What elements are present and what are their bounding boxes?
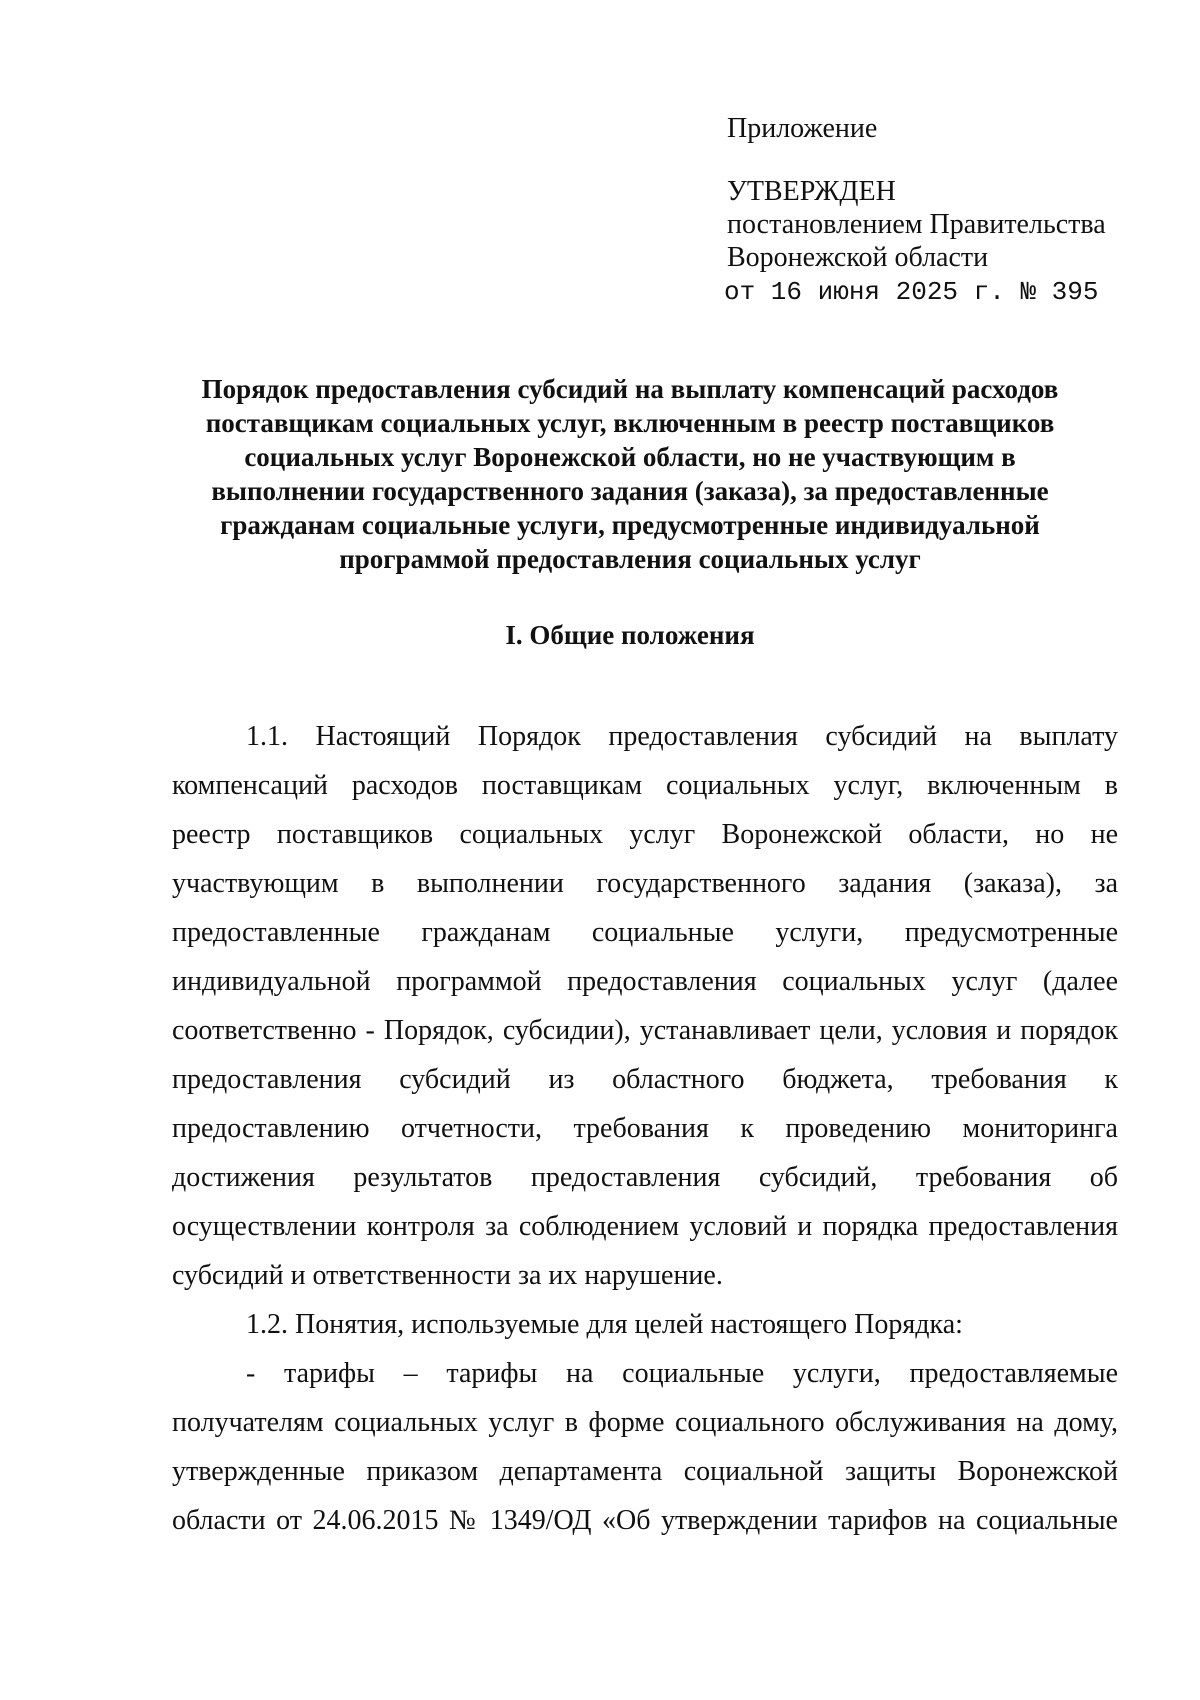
- body-text: [172, 712, 1118, 1545]
- paragraph-line: реестр поставщиков социальных услуг Воронежской области, но не: [172, 819, 1118, 850]
- approved-region-line: Воронежской области: [727, 242, 989, 273]
- title-line: выполнении государственного задания (заказа), за предоставленные: [211, 476, 1049, 506]
- paragraph-line: субсидий и ответственности за их нарушение.: [172, 1260, 723, 1291]
- title-line: социальных услуг Воронежской области, но не участвующим в: [244, 442, 1016, 472]
- paragraph-line: индивидуальной программой предоставления социальных услуг (далее: [172, 966, 1118, 997]
- attachment-label: Приложение: [727, 113, 878, 144]
- title-line: программой предоставления социальных услуг: [339, 544, 921, 574]
- paragraph-line: компенсаций расходов поставщикам социальных услуг, включенным в: [172, 770, 1118, 801]
- document-title: [160, 372, 1100, 576]
- paragraph-line: 1.1. Настоящий Порядок предоставления субсидий на выплату: [246, 721, 1118, 752]
- approval-block: [724, 112, 1147, 310]
- title-line: Порядок предоставления субсидий на выплату компенсаций расходов: [201, 374, 1059, 404]
- approved-label: УТВЕРЖДЕН: [727, 176, 896, 207]
- paragraph-line: достижения результатов предоставления субсидий, требования об: [172, 1162, 1118, 1193]
- paragraph-line: соответственно - Порядок, субсидии), устанавливает цели, условия и порядок: [172, 1015, 1118, 1046]
- paragraph-line: предоставлению отчетности, требования к проведению мониторинга: [172, 1113, 1118, 1144]
- paragraph-line: осуществлении контроля за соблюдением условий и порядка предоставления: [172, 1211, 1118, 1242]
- paragraph-line: предоставления субсидий из областного бюджета, требования к: [172, 1064, 1118, 1095]
- paragraph-line: предоставленные гражданам социальные услуги, предусмотренные: [172, 917, 1118, 948]
- title-line: гражданам социальные услуги, предусмотренные индивидуальной: [220, 510, 1040, 540]
- paragraph-line: утвержденные приказом департамента социальной защиты Воронежской: [172, 1456, 1118, 1487]
- paragraph-line: - тарифы – тарифы на социальные услуги, предоставляемые: [246, 1358, 1118, 1389]
- paragraph-line: 1.2. Понятия, используемые для целей настоящего Порядка:: [246, 1309, 963, 1340]
- paragraph-line: участвующим в выполнении государственного задания (заказа), за: [172, 868, 1118, 899]
- decree-date-number: от 16 июня 2025 г. № 395: [724, 277, 1099, 307]
- approved-by-line: постановлением Правительства: [727, 209, 1106, 240]
- paragraph-line: области от 24.06.2015 № 1349/ОД «Об утверждении тарифов на социальные: [172, 1505, 1118, 1536]
- paragraph-line: получателям социальных услуг в форме социального обслуживания на дому,: [172, 1407, 1118, 1438]
- title-line: поставщикам социальных услуг, включенным в реестр поставщиков: [205, 408, 1055, 438]
- section-heading: I. Общие положения: [505, 620, 755, 650]
